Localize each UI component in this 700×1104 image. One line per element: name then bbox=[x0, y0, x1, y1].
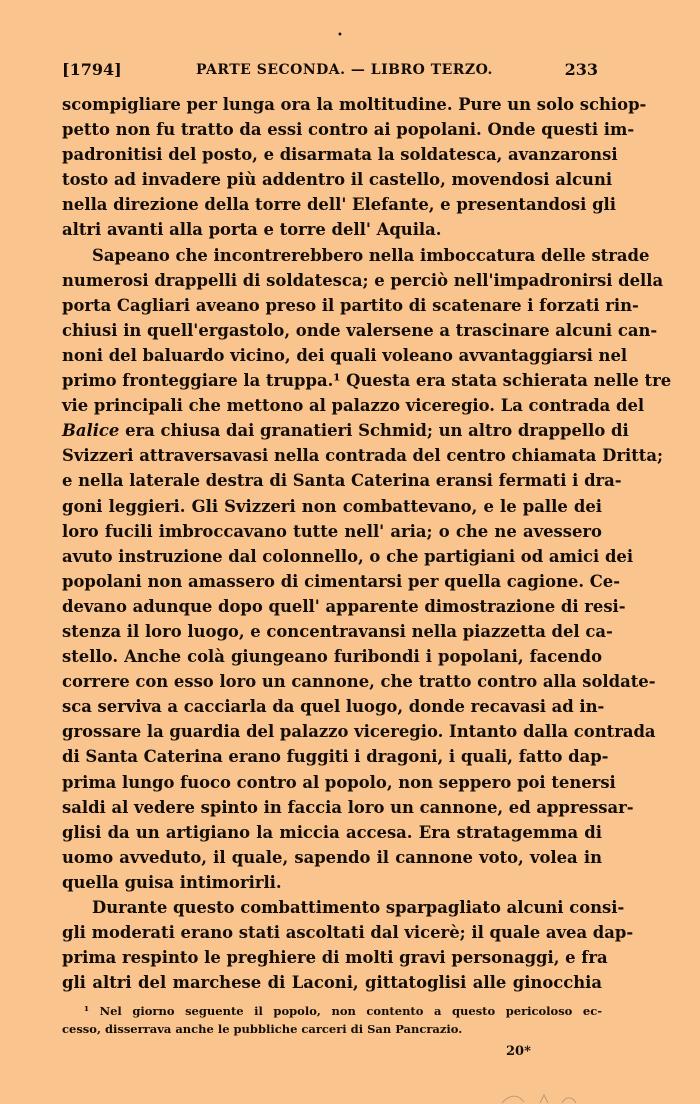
text-line: noni del baluardo vicino, dei quali voleano avvantaggiarsi nel bbox=[62, 345, 628, 365]
text-line: saldi al vedere spinto in faccia loro un cannone, ed appressar- bbox=[62, 797, 634, 817]
text-line: uomo avveduto, il quale, sapendo il cannone voto, volea in bbox=[62, 847, 602, 867]
text-line: nella direzione della torre dell' Elefante, e presentandosi gli bbox=[62, 195, 616, 215]
text-line: loro fucili imbroccavano tutte nell' aria; o che ne avessero bbox=[62, 521, 602, 541]
text-line: stenza il loro luogo, e concentravansi nella piazzetta del ca- bbox=[62, 621, 613, 641]
text-line-rest: era chiusa dai granatieri Schmid; un altro drappello di bbox=[125, 421, 629, 441]
text-line: petto non fu tratto da essi contro ai popolani. Onde questi im- bbox=[62, 120, 635, 140]
watermark-trace bbox=[500, 1092, 590, 1104]
footnote-line: ¹ Nel giorno seguente il popolo, non contento a questo pericoloso ec- bbox=[84, 1004, 602, 1018]
text-line: porta Cagliari aveano preso il partito di scatenare i forzati rin- bbox=[62, 295, 639, 315]
italic-word: Balice bbox=[62, 421, 120, 441]
text-line: popolani non amassero di cimentarsi per quella cagione. Ce- bbox=[62, 571, 621, 591]
text-line: goni leggieri. Gli Svizzeri non combattevano, e le palle dei bbox=[62, 496, 602, 516]
text-line: chiusi in quell'ergastolo, onde valersene a trascinare alcuni can- bbox=[62, 320, 658, 340]
text-line: grossare la guardia del palazzo viceregio. Intanto dalla contrada bbox=[62, 722, 656, 742]
footnote-line: cesso, disserrava anche le pubbliche carceri di San Pancrazio. bbox=[62, 1022, 463, 1036]
text-line: correre con esso loro un cannone, che tratto contro alla soldate- bbox=[62, 672, 656, 692]
body-text bbox=[62, 92, 672, 995]
text-line-with-italic bbox=[62, 418, 629, 443]
header-mark: • bbox=[337, 30, 343, 41]
text-line: stello. Anche colà giungeano furibondi i popolani, facendo bbox=[62, 647, 602, 667]
text-line: gli altri del marchese di Laconi, gittatoglisi alle ginocchia bbox=[62, 973, 602, 993]
text-line: prima lungo fuoco contro al popolo, non seppero poi tenersi bbox=[62, 772, 616, 792]
text-line: Durante questo combattimento sparpagliato alcuni consi- bbox=[92, 898, 625, 917]
text-line: altri avanti alla porta e torre dell' Aquila. bbox=[62, 220, 442, 240]
text-line: di Santa Caterina erano fuggiti i dragoni, i quali, fatto dap- bbox=[62, 747, 609, 767]
header-title: PARTE SECONDA. — LIBRO TERZO. bbox=[196, 62, 493, 78]
text-line: tosto ad invadere più addentro il castello, movendosi alcuni bbox=[62, 170, 613, 190]
page-number: 233 bbox=[564, 60, 598, 79]
text-line: e nella laterale destra di Santa Caterina eransi fermati i dra- bbox=[62, 471, 622, 491]
text-line: padronitisi del posto, e disarmata la soldatesca, avanzaronsi bbox=[62, 145, 618, 165]
footnote bbox=[62, 1002, 602, 1038]
text-line: Sapeano che incontrerebbero nella imboccatura delle strade bbox=[92, 245, 650, 265]
header-year: [1794] bbox=[62, 60, 122, 79]
running-header bbox=[62, 60, 598, 84]
text-line: primo fronteggiare la truppa.¹ Questa era stata schierata nelle tre bbox=[62, 371, 672, 391]
text-line: devano adunque dopo quell' apparente dimostrazione di resi- bbox=[62, 596, 626, 616]
text-line: gli moderati erano stati ascoltati dal vicerè; il quale avea dap- bbox=[62, 923, 634, 943]
signature-mark: 20* bbox=[506, 1044, 531, 1059]
text-line: glisi da un artigiano la miccia accesa. Era stratagemma di bbox=[62, 822, 602, 842]
text-line: sca serviva a cacciarla da quel luogo, donde recavasi ad in- bbox=[62, 697, 605, 717]
text-line: Svizzeri attraversavasi nella contrada del centro chiamata Dritta; bbox=[62, 446, 664, 466]
text-line: numerosi drappelli di soldatesca; e perciò nell'impadronirsi della bbox=[62, 270, 664, 290]
text-line: avuto instruzione dal colonnello, o che partigiani od amici dei bbox=[62, 546, 634, 566]
text-line: vie principali che mettono al palazzo viceregio. La contrada del bbox=[62, 396, 645, 416]
text-line: scompigliare per lunga ora la moltitudine. Pure un solo schiop- bbox=[62, 95, 647, 114]
text-line: quella guisa intimorirli. bbox=[62, 872, 282, 892]
text-line: prima respinto le preghiere di molti gravi personaggi, e fra bbox=[62, 948, 608, 968]
